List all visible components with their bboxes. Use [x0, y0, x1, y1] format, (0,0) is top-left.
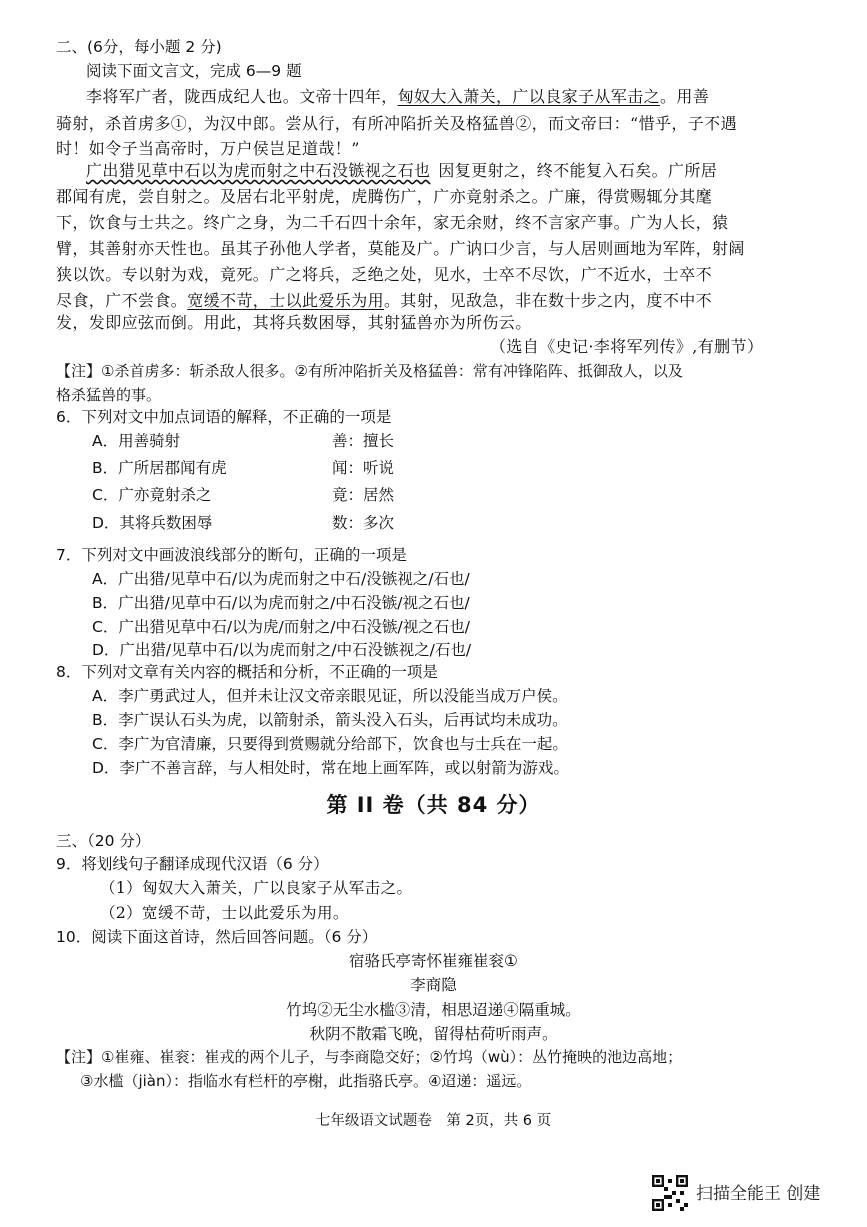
note-line: 【注】①崔雍、崔衮：崔戎的两个儿子，与李商隐交好；②竹坞（wù）：丛竹掩映的池边高地；: [56, 1048, 683, 1066]
q6-option-c: C．广亦竟射杀之 竟：居然: [92, 486, 395, 504]
q7-option-b: B．广出猎/见草中石/以为虎而射之/中石没镞/视之石也/: [92, 594, 470, 612]
underlined-sentence-2: 宽缓不苛，士以此爱乐为用: [187, 291, 385, 310]
passage-line: 郡闻有虎，尝自射之。及居右北平射虎，虎腾伤广，广亦竟射杀之。广廉，得赏赐辄分其麾: [56, 187, 713, 206]
q8-option-a: A．李广勇武过人，但并未让汉文帝亲眼见证，所以没能当成万户侯。: [92, 687, 568, 705]
passage-line: 下，饮食与士共之。终广之身，为二千石四十余年，家无余财，终不言家产事。广为人长，猿: [56, 213, 729, 232]
section-2-instruction: 阅读下面文言文，完成 6—9 题: [86, 62, 302, 80]
question-9-stem: 9．将划线句子翻译成现代汉语（6 分）: [56, 855, 329, 873]
question-10-stem: 10．阅读下面这首诗，然后回答问题。（6 分）: [56, 928, 378, 946]
q9-item-2: （2）宽缓不苛，士以此爱乐为用。: [100, 904, 349, 922]
q6-option-b: B．广所居郡闻有虎 闻：听说: [92, 459, 395, 477]
page-footer: 七年级语文试题卷 第 2页，共 6 页: [315, 1113, 552, 1129]
q8-option-c: C．李广为官清廉，只要得到赏赐就分给部下，饮食也与士兵在一起。: [92, 735, 568, 753]
poem-line-1: 竹坞②无尘水槛③清，相思迢递④隔重城。: [286, 1001, 581, 1019]
poem-title: 宿骆氏亭寄怀崔雍崔衮①: [349, 952, 518, 970]
passage-line: 发，发即应弦而倒。用此，其将兵数困辱，其射猛兽亦为所伤云。: [56, 313, 532, 332]
q8-option-d: D．李广不善言辞，与人相处时，常在地上画军阵，或以射箭为游戏。: [92, 759, 569, 777]
underlined-sentence-1: 匈奴大入萧关，广以良家子从军击之: [397, 87, 661, 106]
qr-code-icon: [652, 1175, 688, 1211]
question-6-stem: 6．下列对文中加点词语的解释，不正确的一项是: [56, 408, 392, 426]
section-2-header: 二、(6分，每小题 2 分): [56, 38, 222, 56]
poem-author: 李商隐: [410, 976, 457, 994]
passage-line: 广出猎见草中石以为虎而射之中石没镞视之石也 因复更射之，终不能复入石矣。广所居: [86, 161, 718, 180]
note-line: 【注】①杀首虏多：斩杀敌人很多。②有所冲陷折关及格猛兽：常有冲锋陷阵、抵御敌人，以及: [56, 362, 683, 380]
note-line: 格杀猛兽的事。: [56, 386, 162, 404]
passage-line: 狭以饮。专以射为戏，竟死。广之将兵，乏绝之处，见水，士卒不尽饮，广不近水，士卒不: [56, 265, 713, 284]
poem-line-2: 秋阴不散霜飞晚，留得枯荷听雨声。: [309, 1025, 558, 1043]
q7-option-c: C．广出猎见草中石/以为虎/而射之/中石没镞/视之石也/: [92, 618, 470, 636]
passage-line: 臂，其善射亦天性也。虽其子孙他人学者，莫能及广。广讷口少言，与人居则画地为军阵，射阔: [56, 239, 745, 258]
note-line: ③水槛（jiàn）：指临水有栏杆的亭榭，此指骆氏亭。④迢递：遥远。: [80, 1072, 532, 1090]
passage-line: 尽食，广不尝食。宽缓不苛，士以此爱乐为用。其射，见敌急，非在数十步之内，度不中不: [56, 291, 713, 310]
scanner-watermark: 扫描全能王 创建: [696, 1184, 821, 1204]
passage-source: （选自《史记·李将军列传》,有删节）: [490, 337, 764, 356]
q7-option-a: A．广出猎/见草中石/以为虎而射之中石/没镞视之/石也/: [92, 570, 470, 588]
passage-line: 骑射，杀首虏多①，为汉中郎。尝从行，有所冲陷折关及格猛兽②，而文帝曰：“惜乎，子不遇: [56, 114, 737, 133]
section-3-header: 三、（20 分）: [56, 832, 151, 850]
passage-line: 李将军广者，陇西成纪人也。文帝十四年，匈奴大入萧关，广以良家子从军击之。用善: [86, 87, 710, 106]
passage-line: 时！如令子当高帝时，万户侯岂足道哉！”: [56, 139, 360, 158]
wavy-underlined-sentence: 广出猎见草中石以为虎而射之中石没镞视之石也: [86, 161, 431, 180]
q9-item-1: （1）匈奴大入萧关，广以良家子从军击之。: [100, 879, 413, 897]
q7-option-d: D．广出猎/见草中石/以为虎而射之/中石没镞视之/石也/: [92, 641, 472, 659]
q6-option-a: A．用善骑射 善：擅长: [92, 432, 395, 450]
question-8-stem: 8．下列对文章有关内容的概括和分析，不正确的一项是: [56, 663, 438, 681]
q8-option-b: B．李广误认石头为虎，以箭射杀，箭头没入石头，后再试均未成功。: [92, 711, 568, 729]
q6-option-d: D．其将兵数困辱 数：多次: [92, 514, 395, 532]
question-7-stem: 7．下列对文中画波浪线部分的断句，正确的一项是: [56, 546, 407, 564]
part-2-title: 第 II 卷（共 84 分）: [326, 793, 541, 817]
